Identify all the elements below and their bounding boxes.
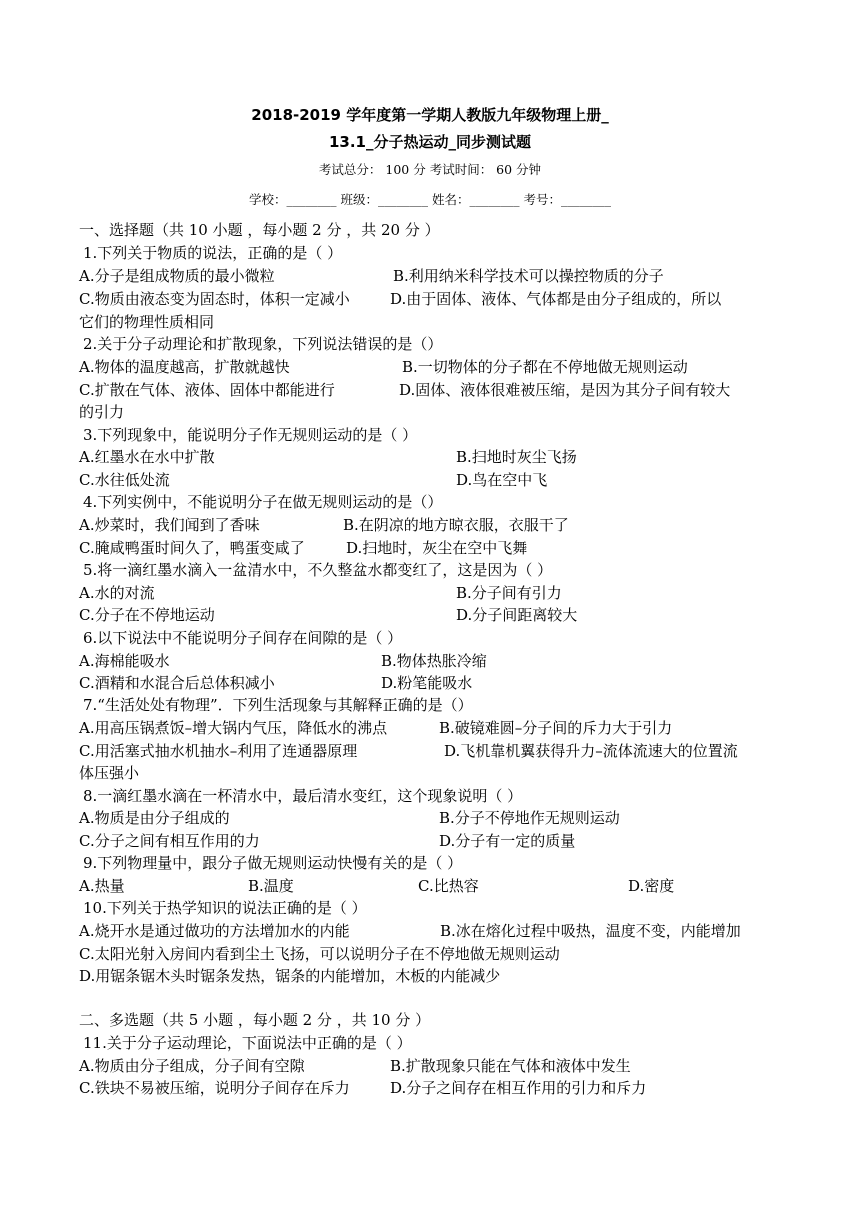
q4-option-d: D.扫地时，灰尘在空中飞舞 [346, 539, 528, 557]
q10-option-b: B.冰在熔化过程中吸热，温度不变，内能增加 [440, 922, 741, 940]
q9-option-a: A.热量 [79, 877, 125, 895]
section-1-heading: 一、选择题（共 10 小题 ，每小题 2 分 ，共 20 分 ） [79, 221, 440, 239]
q10-option-a: A.烧开水是通过做功的方法增加水的内能 [79, 922, 350, 940]
q1-option-a: A.分子是组成物质的最小微粒 [79, 267, 275, 285]
q8-option-b: B.分子不停地作无规则运动 [439, 809, 620, 827]
q4-option-a: A.炒菜时，我们闻到了香味 [79, 516, 260, 534]
q7-option-d: D.飞机靠机翼获得升力–流体流速大的位置流 [444, 742, 738, 760]
q8-option-c: C.分子之间有相互作用的力 [79, 832, 260, 850]
q1-option-d-continued: 它们的物理性质相同 [79, 313, 215, 331]
q8-option-d: D.分子有一定的质量 [439, 832, 576, 850]
q6-option-d: D.粉笔能吸水 [381, 674, 473, 692]
q7-stem: 7.“生活处处有物理”．下列生活现象与其解释正确的是（） [83, 696, 473, 714]
section-2-heading: 二、多选题（共 5 小题 ，每小题 2 分 ，共 10 分 ） [79, 1011, 431, 1029]
q7-option-c: C.用活塞式抽水机抽水–利用了连通器原理 [79, 742, 358, 760]
q11-stem: 11.关于分子运动理论，下面说法中正确的是（ ） [83, 1034, 412, 1052]
q6-option-b: B.物体热胀冷缩 [381, 652, 487, 670]
q1-option-c: C.物质由液态变为固态时，体积一定减小 [79, 290, 350, 308]
q3-option-a: A.红墨水在水中扩散 [79, 448, 215, 466]
q1-option-d: D.由于固体、液体、气体都是由分子组成的，所以 [390, 290, 722, 308]
q2-option-b: B.一切物体的分子都在不停地做无规则运动 [402, 358, 688, 376]
q11-option-a: A.物质由分子组成，分子间有空隙 [79, 1057, 305, 1075]
q8-option-a: A.物质是由分子组成的 [79, 809, 230, 827]
q1-stem: 1.下列关于物质的说法，正确的是（ ） [83, 244, 343, 262]
q5-option-d: D.分子间距离较大 [456, 606, 578, 624]
q8-stem: 8.一滴红墨水滴在一杯清水中，最后清水变红，这个现象说明（ ） [83, 787, 523, 805]
q6-option-a: A.海棉能吸水 [79, 652, 170, 670]
q10-stem: 10.下列关于热学知识的说法正确的是（ ） [83, 899, 367, 917]
q3-option-c: C.水往低处流 [79, 471, 170, 489]
q3-option-d: D.鸟在空中飞 [456, 471, 548, 489]
q6-option-c: C.酒精和水混合后总体积减小 [79, 674, 275, 692]
q1-option-b: B.利用纳米科学技术可以操控物质的分子 [393, 267, 664, 285]
exam-info: 考试总分： 100 分 考试时间： 60 分钟 [318, 162, 542, 177]
q4-option-c: C.腌咸鸭蛋时间久了，鸭蛋变咸了 [79, 539, 305, 557]
q11-option-b: B.扩散现象只能在气体和液体中发生 [390, 1057, 631, 1075]
q5-option-c: C.分子在不停地运动 [79, 606, 215, 624]
student-info: 学校：________ 班级：________ 姓名：________ 考号：________ [249, 192, 611, 207]
q9-stem: 9.下列物理量中，跟分子做无规则运动快慢有关的是（ ） [83, 854, 463, 872]
q2-option-a: A.物体的温度越高，扩散就越快 [79, 358, 290, 376]
q11-option-d: D.分子之间存在相互作用的引力和斥力 [390, 1079, 647, 1097]
q2-stem: 2.关于分子动理论和扩散现象，下列说法错误的是（） [83, 335, 443, 353]
q3-option-b: B.扫地时灰尘飞扬 [456, 448, 577, 466]
q7-option-b: B.破镜难圆–分子间的斥力大于引力 [439, 719, 673, 737]
q2-option-d-continued: 的引力 [79, 403, 125, 421]
q5-stem: 5.将一滴红墨水滴入一盆清水中，不久整盆水都变红了，这是因为（ ） [83, 561, 553, 579]
q10-option-d: D.用锯条锯木头时锯条发热，锯条的内能增加，木板的内能减少 [79, 967, 501, 985]
q6-stem: 6.以下说法中不能说明分子间存在间隙的是（ ） [83, 629, 403, 647]
q5-option-b: B.分子间有引力 [456, 584, 562, 602]
q7-option-d-continued: 体压强小 [79, 764, 140, 782]
q9-option-d: D.密度 [628, 877, 675, 895]
q10-option-c: C.太阳光射入房间内看到尘土飞扬，可以说明分子在不停地做无规则运动 [79, 945, 560, 963]
title-line-1: 2018-2019 学年度第一学期人教版九年级物理上册_ [251, 106, 609, 124]
q9-option-c: C.比热容 [418, 877, 479, 895]
q2-option-c: C.扩散在气体、液体、固体中都能进行 [79, 381, 335, 399]
q3-stem: 3.下列现象中，能说明分子作无规则运动的是（ ） [83, 426, 418, 444]
q2-option-d: D.固体、液体很难被压缩，是因为其分子间有较大 [399, 381, 731, 399]
q7-option-a: A.用高压锅煮饭–增大锅内气压，降低水的沸点 [79, 719, 388, 737]
q4-stem: 4.下列实例中，不能说明分子在做无规则运动的是（） [83, 493, 443, 511]
q5-option-a: A.水的对流 [79, 584, 155, 602]
title-line-2: 13.1_分子热运动_同步测试题 [328, 133, 531, 151]
q11-option-c: C.铁块不易被压缩，说明分子间存在斥力 [79, 1079, 350, 1097]
q9-option-b: B.温度 [248, 877, 294, 895]
q4-option-b: B.在阴凉的地方晾衣服，衣服干了 [343, 516, 569, 534]
